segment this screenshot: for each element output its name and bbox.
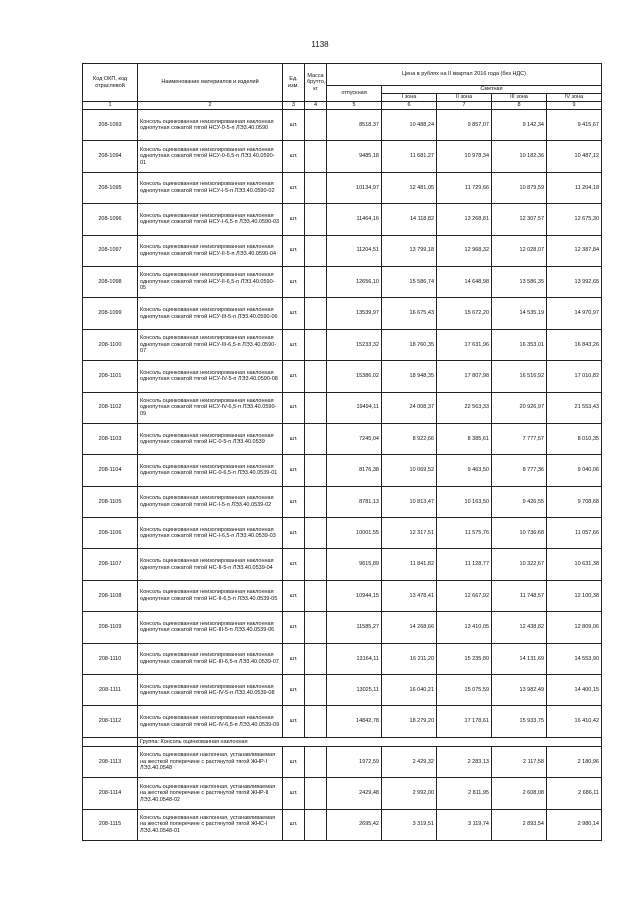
group-label: Группа: Консоль оцинкованная наклонная (138, 737, 602, 746)
cell-code: 208-1105 (83, 486, 138, 517)
cell-zone-1-price: 11 681,27 (382, 141, 437, 172)
cell-zone-1-price: 16 211,20 (382, 643, 437, 674)
cell-zone-3-price: 9 142,34 (492, 110, 547, 141)
cell-code: 208-1102 (83, 392, 138, 423)
header-zone-4: IV зона (547, 94, 602, 102)
cell-name: Консоль оцинкованная неизолированная наклонная однопутная сожатой тягой НС-I-5-п ЛЭ3.40.0539-02 (138, 486, 283, 517)
cell-zone-1-price: 10 813,47 (382, 486, 437, 517)
cell-zone-1-price: 16 040,21 (382, 675, 437, 706)
header-mass: Масса брутто, кг (305, 64, 327, 102)
table-row (83, 141, 602, 172)
cell-mass (305, 675, 327, 706)
cell-zone-4-price: 10 487,12 (547, 141, 602, 172)
cell-zone-3-price: 10 182,36 (492, 141, 547, 172)
cell-zone-2-price: 14 648,98 (437, 266, 492, 297)
group-row (83, 737, 602, 746)
cell-mass (305, 141, 327, 172)
cell-unit: шт. (283, 455, 305, 486)
cell-zone-4-price: 2 980,14 (547, 809, 602, 840)
cell-zone-4-price: 21 553,43 (547, 392, 602, 423)
cell-mass (305, 580, 327, 611)
cell-unit: шт. (283, 549, 305, 580)
cell-mass (305, 778, 327, 809)
cell-zone-3-price: 16 516,92 (492, 361, 547, 392)
cell-zone-3-price: 2 893,54 (492, 809, 547, 840)
cell-release-price: 19494,11 (327, 392, 382, 423)
cell-zone-1-price: 8 922,66 (382, 423, 437, 454)
column-number: 7 (437, 102, 492, 110)
cell-mass (305, 486, 327, 517)
cell-zone-3-price: 10 736,68 (492, 518, 547, 549)
cell-code: 208-1114 (83, 778, 138, 809)
cell-unit: шт. (283, 746, 305, 777)
cell-zone-4-price: 12 809,06 (547, 612, 602, 643)
cell-zone-1-price: 12 481,05 (382, 172, 437, 203)
table-row (83, 486, 602, 517)
table-row (83, 809, 602, 840)
table-row (83, 675, 602, 706)
cell-zone-2-price: 17 807,98 (437, 361, 492, 392)
header-zone-3: III зона (492, 94, 547, 102)
cell-zone-3-price: 14 131,69 (492, 643, 547, 674)
cell-unit: шт. (283, 298, 305, 329)
cell-code: 208-1095 (83, 172, 138, 203)
header-unit: Ед. изм. (283, 64, 305, 102)
cell-zone-1-price: 18 279,20 (382, 706, 437, 737)
cell-name: Консоль оцинкованная неизолированная наклонная однопутная сожатой тягой НС-IV-6,5-п ЛЭ3.40.0539-09 (138, 706, 283, 737)
cell-mass (305, 549, 327, 580)
cell-zone-3-price: 8 777,36 (492, 455, 547, 486)
cell-zone-1-price: 10 488,24 (382, 110, 437, 141)
cell-unit: шт. (283, 110, 305, 141)
cell-name: Консоль оцинкованная наклонная, устанавливаемая на жесткой поперечине с растянутой тягой ЖНР-I ЛЭ3.40.0548 (138, 746, 283, 777)
cell-release-price: 2695,42 (327, 809, 382, 840)
cell-code: 208-1096 (83, 204, 138, 235)
cell-name: Консоль оцинкованная неизолированная наклонная однопутная сожатой тягой НСУ-IV-5-п ЛЭ3.40.0590-08 (138, 361, 283, 392)
cell-zone-4-price: 8 010,35 (547, 423, 602, 454)
cell-mass (305, 392, 327, 423)
table-row (83, 518, 602, 549)
table-row (83, 612, 602, 643)
column-number: 2 (138, 102, 283, 110)
cell-release-price: 9485,18 (327, 141, 382, 172)
cell-mass (305, 423, 327, 454)
cell-release-price: 13539,97 (327, 298, 382, 329)
cell-zone-2-price: 12 667,92 (437, 580, 492, 611)
cell-unit: шт. (283, 612, 305, 643)
table-row (83, 298, 602, 329)
cell-name: Консоль оцинкованная неизолированная наклонная однопутная сожатой тягой НСУ-0-6,5-п ЛЭ3.40.0590-01 (138, 141, 283, 172)
cell-mass (305, 266, 327, 297)
table-row (83, 643, 602, 674)
cell-code: 208-1106 (83, 518, 138, 549)
cell-code: 208-1107 (83, 549, 138, 580)
cell-code: 208-1099 (83, 298, 138, 329)
cell-release-price: 8176,38 (327, 455, 382, 486)
cell-name: Консоль оцинкованная неизолированная наклонная однопутная сожатой тягой НС-III-6,5-п ЛЭ3.40.0539-07 (138, 643, 283, 674)
cell-zone-2-price: 13 268,81 (437, 204, 492, 235)
price-table (82, 63, 602, 841)
cell-release-price: 8518,37 (327, 110, 382, 141)
cell-release-price: 13164,11 (327, 643, 382, 674)
cell-zone-2-price: 13 410,05 (437, 612, 492, 643)
cell-name: Консоль оцинкованная неизолированная наклонная однопутная сожатой тягой НС-IV-5-п ЛЭ3.40.0539-08 (138, 675, 283, 706)
cell-zone-4-price: 12 387,84 (547, 235, 602, 266)
cell-code: 208-1100 (83, 329, 138, 360)
table-row (83, 392, 602, 423)
cell-zone-4-price: 2 180,96 (547, 746, 602, 777)
header-zone-1: I зона (382, 94, 437, 102)
cell-zone-2-price: 15 235,80 (437, 643, 492, 674)
table-row (83, 455, 602, 486)
cell-code: 208-1109 (83, 612, 138, 643)
page-number: 1138 (311, 40, 329, 49)
cell-code: 208-1111 (83, 675, 138, 706)
cell-release-price: 10134,97 (327, 172, 382, 203)
header-name: Наименование материалов и изделий (138, 64, 283, 102)
cell-zone-1-price: 2 429,32 (382, 746, 437, 777)
table-row (83, 706, 602, 737)
table-row (83, 361, 602, 392)
cell-zone-4-price: 17 010,82 (547, 361, 602, 392)
cell-release-price: 11204,51 (327, 235, 382, 266)
header-release: отпускная (327, 86, 382, 102)
cell-unit: шт. (283, 809, 305, 840)
cell-unit: шт. (283, 266, 305, 297)
cell-zone-4-price: 16 843,26 (547, 329, 602, 360)
column-number: 1 (83, 102, 138, 110)
cell-unit: шт. (283, 580, 305, 611)
table-row (83, 549, 602, 580)
cell-release-price: 9615,89 (327, 549, 382, 580)
cell-zone-2-price: 22 563,33 (437, 392, 492, 423)
cell-zone-1-price: 18 760,35 (382, 329, 437, 360)
cell-mass (305, 361, 327, 392)
cell-zone-2-price: 11 128,77 (437, 549, 492, 580)
cell-zone-2-price: 8 385,61 (437, 423, 492, 454)
cell-zone-4-price: 12 100,38 (547, 580, 602, 611)
table-body-group (83, 746, 602, 840)
cell-zone-3-price: 2 117,58 (492, 746, 547, 777)
cell-zone-4-price: 9 415,67 (547, 110, 602, 141)
cell-name: Консоль оцинкованная наклонная, устанавливаемая на жесткой поперечине с растянутой тягой ЖНР-II ЛЭ3.40.0548-02 (138, 778, 283, 809)
header-estimate: Сметная (382, 86, 602, 94)
cell-zone-2-price: 15 672,20 (437, 298, 492, 329)
cell-release-price: 10944,15 (327, 580, 382, 611)
cell-mass (305, 518, 327, 549)
cell-name: Консоль оцинкованная неизолированная наклонная однопутная сожатой тягой НСУ-I-6,5-п ЛЭ3.40.0590-03 (138, 204, 283, 235)
header-zone-2: II зона (437, 94, 492, 102)
cell-code: 208-1094 (83, 141, 138, 172)
cell-zone-1-price: 15 586,74 (382, 266, 437, 297)
cell-release-price: 8781,13 (327, 486, 382, 517)
cell-zone-1-price: 18 948,35 (382, 361, 437, 392)
column-number: 3 (283, 102, 305, 110)
cell-name: Консоль оцинкованная неизолированная наклонная однопутная сожатой тягой НС-0-5-п ЛЭ3.40.0539 (138, 423, 283, 454)
cell-zone-3-price: 9 426,55 (492, 486, 547, 517)
cell-zone-3-price: 15 933,75 (492, 706, 547, 737)
cell-zone-2-price: 11 575,76 (437, 518, 492, 549)
cell-zone-3-price: 10 322,67 (492, 549, 547, 580)
cell-mass (305, 706, 327, 737)
cell-code: 208-1103 (83, 423, 138, 454)
cell-code: 208-1098 (83, 266, 138, 297)
cell-zone-3-price: 2 608,08 (492, 778, 547, 809)
cell-zone-2-price: 2 811,95 (437, 778, 492, 809)
cell-code: 208-1115 (83, 809, 138, 840)
cell-zone-3-price: 7 777,57 (492, 423, 547, 454)
cell-mass (305, 329, 327, 360)
cell-mass (305, 455, 327, 486)
cell-name: Консоль оцинкованная неизолированная наклонная однопутная сожатой тягой НСУ-III-5-п ЛЭ3.40.0590-06 (138, 298, 283, 329)
cell-release-price: 14842,78 (327, 706, 382, 737)
cell-zone-1-price: 10 069,52 (382, 455, 437, 486)
cell-name: Консоль оцинкованная неизолированная наклонная однопутная сожатой тягой НСУ-II-5-п ЛЭ3.40.0590-04 (138, 235, 283, 266)
cell-mass (305, 746, 327, 777)
cell-mass (305, 643, 327, 674)
column-number: 4 (305, 102, 327, 110)
column-number: 5 (327, 102, 382, 110)
cell-zone-3-price: 12 438,82 (492, 612, 547, 643)
cell-release-price: 13025,11 (327, 675, 382, 706)
cell-zone-4-price: 2 686,11 (547, 778, 602, 809)
cell-release-price: 15233,32 (327, 329, 382, 360)
cell-mass (305, 235, 327, 266)
cell-zone-2-price: 2 283,13 (437, 746, 492, 777)
cell-mass (305, 612, 327, 643)
cell-zone-4-price: 9 040,06 (547, 455, 602, 486)
cell-unit: шт. (283, 361, 305, 392)
cell-zone-1-price: 2 992,00 (382, 778, 437, 809)
table-row (83, 110, 602, 141)
cell-zone-3-price: 13 982,49 (492, 675, 547, 706)
cell-zone-2-price: 11 729,66 (437, 172, 492, 203)
cell-zone-3-price: 10 879,59 (492, 172, 547, 203)
cell-zone-2-price: 3 119,74 (437, 809, 492, 840)
cell-name: Консоль оцинкованная неизолированная наклонная однопутная сожатой тягой НСУ-0-5-п ЛЭ3.40.0590 (138, 110, 283, 141)
cell-unit: шт. (283, 643, 305, 674)
cell-zone-4-price: 14 400,15 (547, 675, 602, 706)
cell-unit: шт. (283, 172, 305, 203)
cell-name: Консоль оцинкованная неизолированная наклонная однопутная сожатой тягой НСУ-II-6,5-п ЛЭ3.40.0590-05 (138, 266, 283, 297)
cell-release-price: 12656,10 (327, 266, 382, 297)
cell-name: Консоль оцинкованная неизолированная наклонная однопутная сожатой тягой НСУ-IV-6,5-п ЛЭ3.40.0590-09 (138, 392, 283, 423)
cell-zone-4-price: 11 204,18 (547, 172, 602, 203)
cell-unit: шт. (283, 329, 305, 360)
cell-release-price: 11464,16 (327, 204, 382, 235)
cell-zone-3-price: 12 307,57 (492, 204, 547, 235)
cell-zone-3-price: 11 748,57 (492, 580, 547, 611)
cell-zone-1-price: 24 008,37 (382, 392, 437, 423)
cell-unit: шт. (283, 518, 305, 549)
cell-unit: шт. (283, 141, 305, 172)
cell-zone-3-price: 12 028,07 (492, 235, 547, 266)
cell-release-price: 11585,27 (327, 612, 382, 643)
cell-unit: шт. (283, 235, 305, 266)
cell-code: 208-1113 (83, 746, 138, 777)
cell-mass (305, 298, 327, 329)
cell-name: Консоль оцинкованная наклонная, устанавливаемая на жесткой поперечине с растянутой тягой ЖНС-I ЛЭ3.40.0548-01 (138, 809, 283, 840)
cell-zone-4-price: 14 970,97 (547, 298, 602, 329)
cell-zone-1-price: 11 841,82 (382, 549, 437, 580)
cell-unit: шт. (283, 392, 305, 423)
column-number: 8 (492, 102, 547, 110)
cell-zone-3-price: 20 926,97 (492, 392, 547, 423)
cell-release-price: 2429,48 (327, 778, 382, 809)
table-row (83, 266, 602, 297)
cell-zone-4-price: 10 631,38 (547, 549, 602, 580)
cell-zone-1-price: 13 799,18 (382, 235, 437, 266)
cell-unit: шт. (283, 675, 305, 706)
table-row (83, 778, 602, 809)
cell-zone-2-price: 17 631,96 (437, 329, 492, 360)
cell-zone-4-price: 11 057,66 (547, 518, 602, 549)
cell-zone-2-price: 17 178,61 (437, 706, 492, 737)
cell-release-price: 1972,59 (327, 746, 382, 777)
cell-unit: шт. (283, 706, 305, 737)
cell-zone-2-price: 10 978,34 (437, 141, 492, 172)
cell-name: Консоль оцинкованная неизолированная наклонная однопутная сожатой тягой НС-I-6,5-п ЛЭ3.40.0539-03 (138, 518, 283, 549)
header-price-title: Цена в рублях на II квартал 2016 года (без НДС) (327, 64, 602, 86)
cell-unit: шт. (283, 204, 305, 235)
cell-zone-2-price: 10 163,50 (437, 486, 492, 517)
cell-unit: шт. (283, 778, 305, 809)
cell-mass (305, 110, 327, 141)
cell-release-price: 10001,55 (327, 518, 382, 549)
cell-code: 208-1104 (83, 455, 138, 486)
cell-zone-2-price: 9 463,50 (437, 455, 492, 486)
cell-zone-3-price: 16 353,01 (492, 329, 547, 360)
header-code: Код ОКП, код отраслевой (83, 64, 138, 102)
table-row (83, 172, 602, 203)
cell-release-price: 15386,02 (327, 361, 382, 392)
cell-zone-1-price: 14 268,66 (382, 612, 437, 643)
cell-zone-1-price: 14 118,82 (382, 204, 437, 235)
cell-mass (305, 172, 327, 203)
cell-zone-4-price: 13 992,65 (547, 266, 602, 297)
column-number: 6 (382, 102, 437, 110)
cell-code: 208-1112 (83, 706, 138, 737)
cell-zone-4-price: 14 553,90 (547, 643, 602, 674)
cell-code: 208-1110 (83, 643, 138, 674)
cell-code: 208-1097 (83, 235, 138, 266)
table-row (83, 329, 602, 360)
cell-name: Консоль оцинкованная неизолированная наклонная однопутная сожатой тягой НС-II-6,5-п ЛЭ3.40.0539-05 (138, 580, 283, 611)
cell-unit: шт. (283, 423, 305, 454)
cell-code: 208-1108 (83, 580, 138, 611)
table-row (83, 580, 602, 611)
cell-zone-3-price: 13 586,35 (492, 266, 547, 297)
group-row-section (83, 737, 602, 746)
table-row (83, 204, 602, 235)
cell-zone-2-price: 15 075,59 (437, 675, 492, 706)
cell-release-price: 7245,04 (327, 423, 382, 454)
cell-zone-4-price: 16 410,42 (547, 706, 602, 737)
cell-zone-2-price: 12 968,32 (437, 235, 492, 266)
cell-zone-4-price: 12 675,30 (547, 204, 602, 235)
table-row (83, 235, 602, 266)
cell-name: Консоль оцинкованная неизолированная наклонная однопутная сожатой тягой НС-III-5-п ЛЭ3.40.0539-06 (138, 612, 283, 643)
cell-zone-3-price: 14 535,19 (492, 298, 547, 329)
cell-zone-1-price: 3 319,51 (382, 809, 437, 840)
cell-zone-2-price: 9 857,07 (437, 110, 492, 141)
cell-name: Консоль оцинкованная неизолированная наклонная однопутная сожатой тягой НСУ-I-5-п ЛЭ3.40.0590-02 (138, 172, 283, 203)
cell-zone-1-price: 16 675,43 (382, 298, 437, 329)
cell-mass (305, 204, 327, 235)
column-number: 9 (547, 102, 602, 110)
cell-name: Консоль оцинкованная неизолированная наклонная однопутная сожатой тягой НСУ-III-6,5-п ЛЭ3.40.0590-07 (138, 329, 283, 360)
cell-zone-4-price: 9 708,68 (547, 486, 602, 517)
cell-name: Консоль оцинкованная неизолированная наклонная однопутная сожатой тягой НС-II-5-п ЛЭ3.40.0539-04 (138, 549, 283, 580)
table-body-main (83, 110, 602, 738)
cell-code: 208-1093 (83, 110, 138, 141)
table-row (83, 423, 602, 454)
cell-name: Консоль оцинкованная неизолированная наклонная однопутная сожатой тягой НС-0-6,5-п ЛЭ3.40.0539-01 (138, 455, 283, 486)
cell-mass (305, 809, 327, 840)
cell-zone-1-price: 13 478,41 (382, 580, 437, 611)
cell-code: 208-1101 (83, 361, 138, 392)
cell-unit: шт. (283, 486, 305, 517)
table-row (83, 746, 602, 777)
cell-zone-1-price: 12 317,51 (382, 518, 437, 549)
